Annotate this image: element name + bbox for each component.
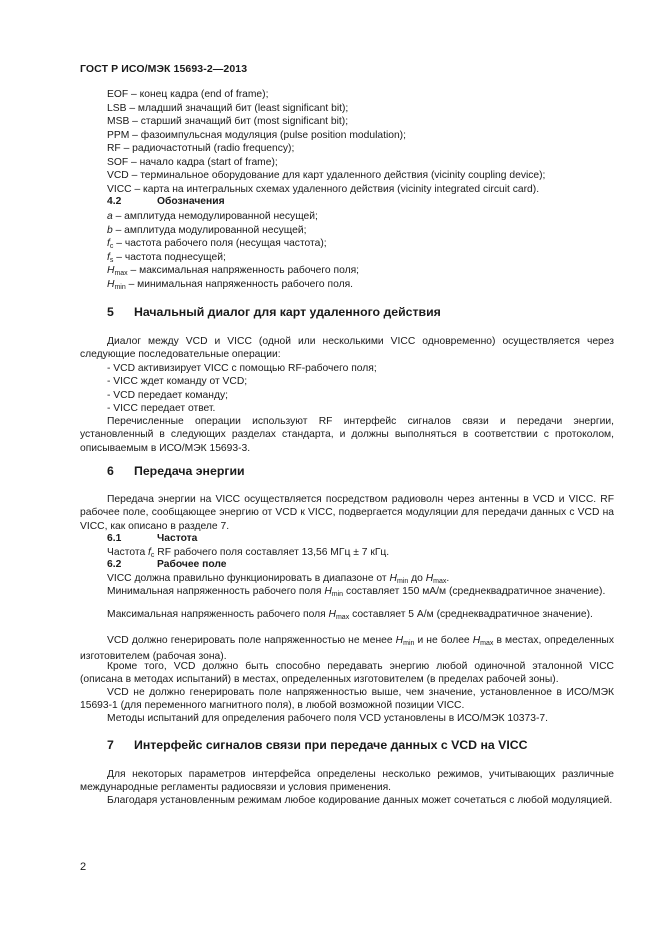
section-title: Интерфейс сигналов связи при передаче данных с VCD на VICC [134, 738, 528, 752]
section-title: Передача энергии [134, 464, 245, 478]
section-7-heading [107, 738, 528, 752]
page-number: 2 [80, 861, 87, 873]
subsection-6-2-heading [107, 559, 227, 570]
section-7-paragraph: Благодаря установленным режимам любое кодирование данных может сочетаться с любой модуляцией. [107, 795, 613, 806]
subsection-4-2-heading [107, 196, 225, 207]
text-part: до [408, 573, 426, 584]
symbol-subscript: s [109, 257, 114, 264]
symbol: f [148, 547, 151, 558]
section-6-paragraph: Передача энергии на VICC осуществляется посредством радиоволн через антенны в VCD и VICC. RF рабочее поле, сообщающее энергию от VCD к VICC, подвергается модуляции для передачи данных с VCD на VICC, как описано в разделе 7. [80, 494, 614, 532]
symbol-description: – амплитуда модулированной несущей; [112, 225, 307, 236]
subsection-title: Частота [157, 533, 198, 544]
symbol: b [107, 225, 113, 236]
subsection-title: Обозначения [157, 196, 225, 207]
symbol: H [472, 635, 481, 646]
symbol-subscript: c [109, 243, 114, 250]
subsection-number: 6.2 [107, 559, 122, 570]
symbol-description: – частота рабочего поля (несущая частота); [113, 238, 327, 249]
symbol: H [425, 573, 434, 584]
min-field-paragraph [80, 585, 614, 601]
operation-item: - VCD передает команду; [107, 390, 228, 401]
symbol: f [107, 238, 110, 249]
subsection-6-1-heading [107, 533, 198, 544]
symbol-subscript: min [403, 640, 415, 647]
symbol: H [107, 279, 115, 290]
text-part: Максимальная напряженность рабочего поля [107, 609, 329, 620]
max-field-limit-paragraph: VCD не должно генерировать поле напряженностью выше, чем значение, установленное в ИСО/МЭК 15693-1 (для переменного магнитного поля), в любой возможной позиции VICC. [80, 687, 614, 712]
symbol: H [389, 573, 397, 584]
operation-item: - VICC ждет команду от VCD; [107, 376, 248, 387]
symbol-description: – амплитуда немодулированной несущей; [112, 211, 318, 222]
text-part: составляет 150 мА/м (среднеквадратичное значение). [343, 586, 606, 597]
abbreviation-item: RF – радиочастотный (radio frequency); [107, 143, 295, 154]
symbol-subscript: c [150, 552, 155, 559]
section-number: 6 [107, 464, 114, 478]
text-part: и не более [414, 635, 473, 646]
subsection-title: Рабочее поле [157, 559, 227, 570]
section-6-heading [107, 464, 245, 478]
symbol-item [107, 278, 353, 294]
symbol: H [328, 609, 336, 620]
symbol-subscript: min [114, 284, 126, 291]
operation-item: - VICC передает ответ. [107, 403, 216, 414]
section-5-outro: Перечисленные операции используют RF интерфейс сигналов связи и передачи энергии, установленный в следующих разделах стандарта, и должны выполняться в соответствии с протоколом, описываемым в ИСО/МЭК 15693-3. [80, 416, 614, 454]
section-5-intro: Диалог между VCD и VICC (одной или несколькими VICC одновременно) осуществляется через следующие последовательные операции: [80, 336, 614, 361]
symbol-item [107, 210, 318, 223]
text-part: в местах, определенных изготовителем (рабочая зона). [80, 635, 614, 663]
section-number: 7 [107, 738, 114, 752]
text-part: VCD должно генерировать поле напряженностью не менее [107, 635, 396, 646]
subsection-number: 6.1 [107, 533, 122, 544]
operation-item: - VCD активизирует VICC с помощью RF-рабочего поля; [107, 363, 377, 374]
symbol-subscript: max [335, 614, 350, 621]
reference-vicc-paragraph: Кроме того, VCD должно быть способно передавать энергию любой одиночной эталонной VICC (описана в методах испытаний) в местах, определенных изготовителем (в пределах рабочей зоны). [80, 661, 614, 686]
symbol-subscript: max [114, 270, 128, 277]
subsection-number: 4.2 [107, 196, 122, 207]
abbreviation-item: MSB – старший значащий бит (most significant bit); [107, 116, 349, 127]
abbreviation-item: LSB – младший значащий бит (least significant bit); [107, 103, 349, 114]
symbol-subscript: max [480, 640, 494, 647]
section-7-paragraph: Для некоторых параметров интерфейса определены несколько режимов, учитывающих различные международные регламенты радиосвязи и условия применения. [80, 769, 614, 794]
text-part: Частота [107, 547, 149, 558]
symbol-item [107, 224, 306, 237]
symbol: H [324, 586, 332, 597]
symbol-description: – максимальная напряженность рабочего поля; [127, 265, 360, 276]
symbol-description: – частота поднесущей; [113, 252, 226, 263]
text-part: . [446, 573, 450, 584]
abbreviation-item: EOF – конец кадра (end of frame); [107, 89, 269, 100]
abbreviation-item: PPM – фазоимпульсная модуляция (pulse position modulation); [107, 130, 406, 141]
section-title: Начальный диалог для карт удаленного действия [134, 305, 441, 319]
section-number: 5 [107, 305, 114, 319]
symbol-subscript: min [331, 591, 344, 598]
text-part: RF рабочего поля составляет 13,56 МГц ± 7 кГц. [154, 547, 390, 558]
abbreviation-item: VCD – терминальное оборудование для карт удаленного действия (vicinity coupling device); [107, 170, 546, 181]
abbreviation-item: VICC – карта на интегральных схемах удаленного действия (vicinity integrated circuit card). [107, 184, 540, 195]
abbreviation-item: SOF – начало кадра (start of frame); [107, 157, 278, 168]
symbol-subscript: min [396, 578, 409, 585]
document-header: ГОСТ Р ИСО/МЭК 15693-2—2013 [80, 63, 248, 75]
test-methods-paragraph: Методы испытаний для определения рабочего поля VCD установлены в ИСО/МЭК 10373-7. [107, 713, 549, 724]
symbol: H [395, 635, 404, 646]
section-5-heading [107, 305, 441, 319]
max-field-paragraph [80, 608, 614, 624]
symbol: f [107, 252, 110, 263]
symbol-subscript: max [433, 578, 447, 585]
symbol: H [107, 265, 115, 276]
symbol: a [107, 211, 113, 222]
text-part: VICC должна правильно функционировать в диапазоне от [107, 573, 390, 584]
symbol-description: – минимальная напряженность рабочего поля. [125, 279, 354, 290]
text-part: составляет 5 А/м (среднеквадратичное значение). [349, 609, 593, 620]
frequency-statement [107, 546, 389, 562]
text-part: Минимальная напряженность рабочего поля [107, 586, 325, 597]
